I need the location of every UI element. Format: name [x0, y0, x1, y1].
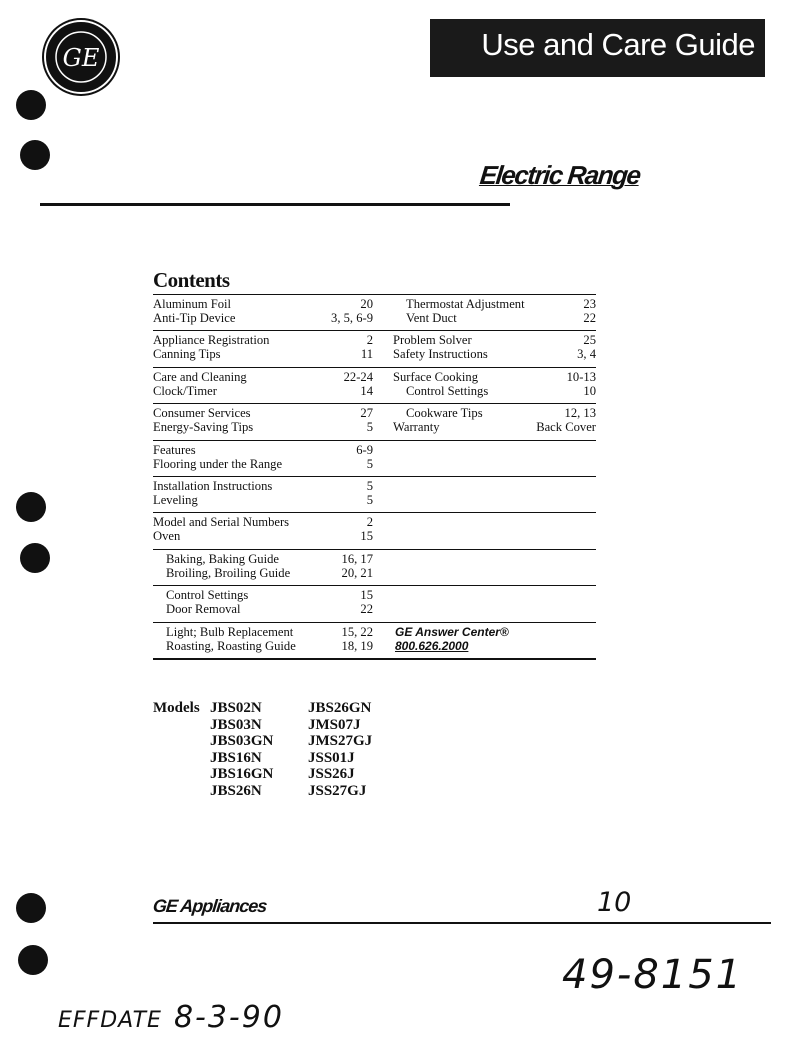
- entry-page: 25: [583, 333, 596, 348]
- entry-title: Control Settings: [406, 383, 489, 398]
- contents-column-right: [393, 333, 596, 361]
- entry-title: Baking, Baking Guide: [166, 551, 279, 566]
- contents-group: [153, 476, 596, 513]
- punch-hole: [18, 945, 48, 975]
- entry-page: 10-13: [566, 369, 596, 384]
- entry-page: 3, 4: [577, 347, 596, 362]
- eff-date-label: EFFDATE: [58, 1008, 162, 1033]
- punch-hole: [16, 893, 46, 923]
- contents-column-right: [393, 370, 596, 398]
- contents-column-left: [153, 588, 373, 616]
- entry-title: Appliance Registration: [153, 333, 270, 348]
- contents-column-left: [153, 515, 373, 543]
- contents-column-left: [153, 333, 373, 361]
- entry-page: 3, 5, 6-9: [331, 311, 373, 325]
- entry-page: 5: [366, 479, 373, 493]
- entry-page: 5: [366, 493, 373, 507]
- model-number: JBS02N: [210, 700, 262, 716]
- model-number: JBS03N: [210, 716, 262, 733]
- entry-page: 5: [366, 420, 373, 435]
- contents-entry: [393, 384, 596, 398]
- contents-entry: [153, 588, 373, 602]
- contents-column-right: [393, 406, 596, 434]
- ge-logo-mark: [49, 25, 113, 89]
- entry-title: Canning Tips: [153, 347, 221, 362]
- title-banner: [430, 19, 765, 77]
- punch-hole: [20, 543, 50, 573]
- contents-entry: [153, 384, 373, 398]
- contents-entry: [393, 406, 596, 420]
- contents-entry: [153, 515, 373, 529]
- contents-entry: [153, 297, 373, 311]
- model-number: JBS03GN: [210, 733, 274, 749]
- model-number: JSS26J: [308, 766, 355, 782]
- answer-center: [395, 625, 509, 653]
- entry-title: Door Removal: [166, 602, 241, 617]
- entry-title: Aluminum Foil: [153, 297, 232, 311]
- contents-entry: [153, 529, 373, 543]
- entry-title: Care and Cleaning: [153, 369, 247, 384]
- models-column-2: [308, 700, 408, 799]
- entry-title: Installation Instructions: [153, 479, 273, 493]
- model-number: JSS27GJ: [308, 782, 367, 799]
- contents-entry: [393, 347, 596, 361]
- entry-title: Model and Serial Numbers: [153, 515, 290, 530]
- entry-page: 14: [360, 383, 373, 398]
- entry-title: Problem Solver: [393, 333, 472, 348]
- entry-page: 10: [583, 383, 596, 398]
- entry-title: Energy-Saving Tips: [153, 420, 254, 435]
- entry-title: Clock/Timer: [153, 383, 217, 398]
- contents-group: [153, 622, 596, 659]
- contents-entry: [153, 625, 373, 639]
- entry-title: Anti-Tip Device: [153, 311, 236, 325]
- contents-column-left: [153, 370, 373, 398]
- contents-entry: [153, 639, 373, 653]
- entry-page: 16, 17: [341, 551, 373, 566]
- eff-date-value: 8-3-90: [173, 1000, 284, 1035]
- ge-logo-text: GE: [62, 44, 100, 72]
- entry-title: Vent Duct: [406, 311, 457, 325]
- contents-entry: [153, 347, 373, 361]
- entry-page: 2: [366, 515, 373, 530]
- answer-center-name: GE Answer Center®: [395, 624, 509, 639]
- entry-page: 15: [360, 529, 373, 544]
- entry-page: 27: [360, 406, 373, 421]
- contents-entry: [153, 420, 373, 434]
- contents-entry: [153, 566, 373, 580]
- entry-page: 22: [360, 602, 373, 617]
- contents-entry: [153, 370, 373, 384]
- contents-column-left: [153, 297, 373, 325]
- contents-entry: [153, 552, 373, 566]
- models-label: Models: [153, 700, 200, 716]
- entry-page: 18, 19: [341, 638, 373, 653]
- contents-entry: [153, 602, 373, 616]
- contents-column-left: [153, 552, 373, 580]
- contents-column-left: [153, 406, 373, 434]
- header-rule: [40, 203, 510, 206]
- punch-hole: [20, 140, 50, 170]
- punch-hole: [16, 492, 46, 522]
- entry-title: Broiling, Broiling Guide: [166, 565, 291, 580]
- punch-hole: [16, 90, 46, 120]
- entry-page: 22: [583, 311, 596, 325]
- entry-title: Cookware Tips: [406, 406, 483, 421]
- model-number: JSS01J: [308, 749, 355, 766]
- contents-entry: [153, 493, 373, 507]
- contents-entry: [393, 311, 596, 325]
- contents-group: [153, 512, 596, 549]
- entry-page: 22-24: [343, 369, 373, 384]
- model-number: JBS26GN: [308, 700, 372, 716]
- model-number: JBS16N: [210, 749, 262, 766]
- contents-group: [153, 585, 596, 622]
- model-number: JMS27GJ: [308, 733, 373, 749]
- entry-title: Leveling: [153, 493, 198, 507]
- contents-entry: [393, 333, 596, 347]
- contents-column-left: [153, 479, 373, 507]
- entry-title: Warranty: [393, 420, 440, 435]
- contents-heading: Contents: [153, 268, 230, 292]
- entry-page: 15: [360, 588, 373, 603]
- ge-logo: [46, 22, 116, 92]
- contents-entry: [153, 406, 373, 420]
- banner-title: Use and Care Guide: [481, 27, 755, 62]
- entry-page: 20: [360, 297, 373, 311]
- contents-group: [153, 549, 596, 586]
- contents-entry: [393, 297, 596, 311]
- entry-page: 12, 13: [564, 406, 596, 421]
- contents-group: [153, 294, 596, 331]
- handwritten-page-mark: 10: [597, 887, 632, 918]
- handwritten-doc-number: 49-8151: [562, 952, 744, 998]
- entry-page: 2: [366, 333, 373, 348]
- contents-entry: [153, 333, 373, 347]
- entry-title: Oven: [153, 529, 181, 544]
- entry-title: Roasting, Roasting Guide: [166, 638, 296, 653]
- contents-column-right: [393, 297, 596, 325]
- subtitle: Electric Range: [478, 160, 642, 190]
- entry-page: 6-9: [356, 442, 373, 457]
- models-column-1: [210, 700, 310, 799]
- contents-group: [153, 403, 596, 440]
- contents-bottom-rule: [153, 658, 596, 660]
- entry-title: Consumer Services: [153, 406, 251, 421]
- entry-title: Thermostat Adjustment: [406, 297, 525, 311]
- model-number: JBS16GN: [210, 766, 274, 782]
- entry-title: Flooring under the Range: [153, 456, 283, 471]
- entry-title: Light; Bulb Replacement: [166, 624, 294, 639]
- contents-entry: [153, 311, 373, 325]
- entry-page: Back Cover: [536, 420, 596, 435]
- entry-title: Features: [153, 442, 196, 457]
- answer-center-phone: 800.626.2000: [395, 638, 469, 653]
- entry-page: 11: [360, 347, 373, 362]
- entry-title: Control Settings: [166, 588, 249, 603]
- footer-rule: [153, 922, 771, 924]
- contents-group: [153, 330, 596, 367]
- entry-page: 20, 21: [341, 565, 373, 580]
- model-number: JBS26N: [210, 782, 262, 799]
- entry-page: 23: [583, 297, 596, 311]
- contents-group: [153, 367, 596, 404]
- entry-title: Surface Cooking: [393, 369, 478, 384]
- handwritten-effective-date: [58, 1000, 284, 1035]
- contents-group: [153, 440, 596, 477]
- contents-column-left: [153, 625, 373, 653]
- contents-entry: [393, 420, 596, 434]
- entry-page: 15, 22: [341, 624, 373, 639]
- contents-column-left: [153, 443, 373, 471]
- contents-entry: [393, 370, 596, 384]
- entry-title: Safety Instructions: [393, 347, 488, 362]
- model-number: JMS07J: [308, 716, 361, 733]
- brand-name: GE Appliances: [152, 896, 268, 916]
- contents-entry: [153, 457, 373, 471]
- contents-entry: [153, 479, 373, 493]
- contents-entry: [153, 443, 373, 457]
- entry-page: 5: [366, 456, 373, 471]
